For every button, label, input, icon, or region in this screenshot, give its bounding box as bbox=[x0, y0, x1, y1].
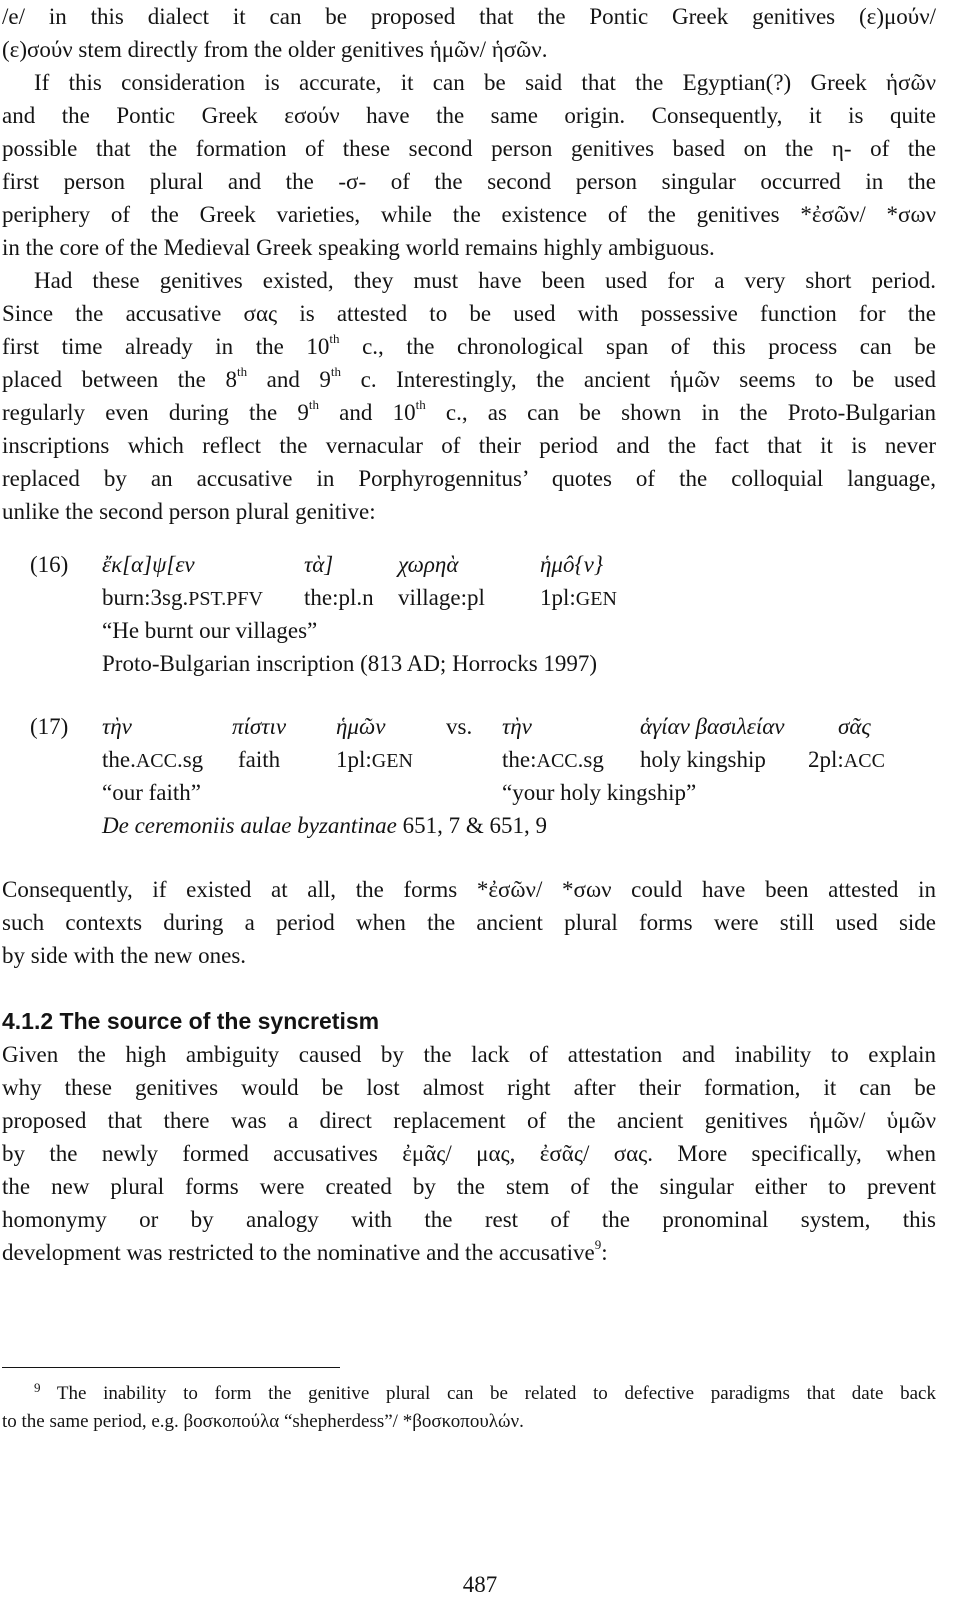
versus-label: vs. bbox=[446, 714, 473, 739]
body-line: Since the accusative σας is attested to be used with possessive function for the bbox=[2, 301, 936, 326]
example-source: Proto-Bulgarian inscription (813 AD; Horrocks 1997) bbox=[102, 651, 598, 676]
body-line: Given the high ambiguity caused by the lack of attestation and inability to explain bbox=[2, 1042, 936, 1067]
body-line: and the Pontic Greek εσούν have the same origin. Consequently, it is quite bbox=[2, 103, 936, 128]
gloss: the:pl.n bbox=[304, 585, 374, 610]
body-line: why these genitives would be lost almost right after their formation, it can be bbox=[2, 1075, 936, 1100]
gloss: village:pl bbox=[398, 585, 485, 610]
body-line: possible that the formation of these second person genitives based on the η- of the bbox=[2, 136, 936, 161]
body-line: development was restricted to the nominative and the accusative$^9$: bbox=[2, 1237, 608, 1265]
superscript: th bbox=[329, 331, 340, 347]
superscript: th bbox=[236, 364, 248, 380]
example-number: (16) bbox=[30, 552, 69, 577]
gloss: faith bbox=[238, 747, 281, 772]
body-line: homonymy or by analogy with the rest of the pronominal system, this bbox=[2, 1207, 936, 1232]
example-number: (17) bbox=[30, 714, 69, 739]
body-line: the new plural forms were created by the stem of the singular either to prevent bbox=[2, 1174, 936, 1199]
superscript: th bbox=[308, 397, 319, 413]
body-line: placed between the 8th and 9th c. Interestingly, the ancient ἡμῶν seems to be used bbox=[2, 364, 936, 392]
gloss: the:ACC.sg bbox=[502, 747, 604, 772]
body-line: /e/ in this dialect it can be proposed that the Pontic Greek genitives (ε)μούν/ bbox=[2, 4, 936, 29]
body-line: regularly even during the 9th and 10th c., as can be shown in the Proto-Bulgarian bbox=[2, 397, 936, 425]
gloss: the.ACC.sg bbox=[102, 747, 204, 772]
greek-word: ἔκ[α]ψ[εν bbox=[102, 552, 195, 577]
footnote-divider bbox=[2, 1367, 340, 1368]
gloss: burn:3sg.PST.PFV bbox=[102, 585, 263, 610]
greek-word: ἡμô{ν} bbox=[540, 552, 604, 577]
body-line: unlike the second person plural genitive: bbox=[2, 499, 376, 524]
body-line: periphery of the Greek varieties, while the existence of the genitives *ἐσῶν/ *σων bbox=[2, 202, 936, 227]
footnote-line: $^9$ The inability to form the genitive plural can be related to defective paradigms that date back bbox=[34, 1380, 936, 1404]
body-line: If this consideration is accurate, it can be said that the Egyptian(?) Greek ἡσῶν bbox=[34, 70, 936, 95]
greek-word: σᾶς bbox=[838, 714, 871, 739]
gloss: 2pl:ACC bbox=[808, 747, 885, 772]
body-line: in the core of the Medieval Greek speaking world remains highly ambiguous. bbox=[2, 235, 715, 260]
greek-word: τὴν bbox=[502, 714, 532, 739]
greek-word: ἁγίαν βασιλείαν bbox=[640, 714, 785, 739]
body-line: first person plural and the -σ- of the second person singular occurred in the bbox=[2, 169, 936, 194]
greek-word: ἡμῶν bbox=[336, 714, 386, 739]
page-number: 487 bbox=[462, 1572, 498, 1597]
body-line: Had these genitives existed, they must have been used for a very short period. bbox=[34, 268, 936, 293]
translation: “your holy kingship” bbox=[502, 780, 697, 805]
translation: “our faith” bbox=[102, 780, 201, 805]
gloss: holy kingship bbox=[640, 747, 766, 772]
greek-word: χωρηὰ bbox=[398, 552, 459, 577]
body-line: by the newly formed accusatives ἐμᾶς/ μας, ἐσᾶς/ σας. More specifically, when bbox=[2, 1141, 936, 1166]
body-line: such contexts during a period when the ancient plural forms were still used side bbox=[2, 910, 936, 935]
example-source: De ceremoniis aulae byzantinae 651, 7 & 651, 9 bbox=[102, 813, 548, 838]
superscript: th bbox=[330, 364, 342, 380]
body-line: first time already in the 10th c., the chronological span of this process can be bbox=[2, 331, 936, 359]
body-line: Consequently, if existed at all, the forms *ἐσῶν/ *σων could have been attested in bbox=[2, 877, 936, 902]
footnote-number: 9 bbox=[34, 1380, 41, 1395]
body-line: inscriptions which reflect the vernacular of their period and the fact that it is never bbox=[2, 433, 936, 458]
superscript: th bbox=[415, 397, 426, 413]
footnote-reference[interactable]: 9 bbox=[594, 1237, 602, 1253]
footnote-line: to the same period, e.g. βοσκοπούλα “shepherdess”/ *βοσκοπουλών. bbox=[2, 1411, 524, 1432]
section-heading: 4.1.2 The source of the syncretism bbox=[2, 1008, 380, 1034]
greek-word: πίστιν bbox=[232, 714, 287, 739]
greek-word: τὴν bbox=[102, 714, 132, 739]
translation: “He burnt our villages” bbox=[102, 618, 318, 643]
body-line: proposed that there was a direct replacement of the ancient genitives ἡμῶν/ ὑμῶν bbox=[2, 1108, 936, 1133]
gloss: 1pl:GEN bbox=[336, 747, 413, 772]
body-line: (ε)σούν stem directly from the older genitives ἡμῶν/ ἡσῶν. bbox=[2, 37, 548, 62]
body-line: replaced by an accusative in Porphyrogennitus’ quotes of the colloquial language, bbox=[2, 466, 936, 491]
gloss: 1pl:GEN bbox=[540, 585, 617, 610]
body-line: by side with the new ones. bbox=[2, 943, 247, 968]
greek-word: τὰ] bbox=[304, 552, 334, 577]
